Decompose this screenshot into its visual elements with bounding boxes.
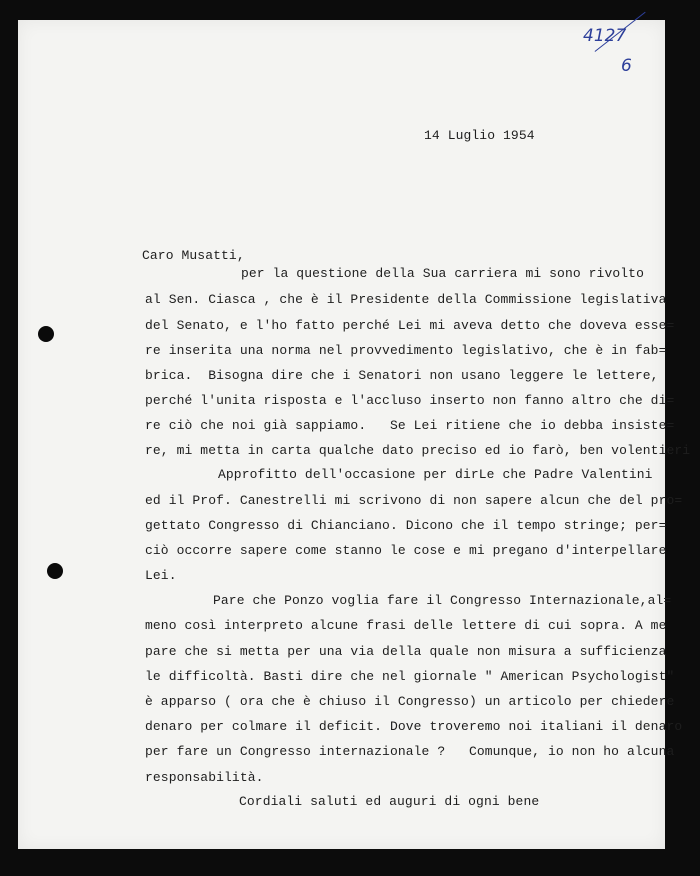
body-line: le difficoltà. Basti dire che nel giornale " American Psychologist": [145, 669, 675, 684]
punch-hole-top: [38, 326, 54, 342]
body-line: re, mi metta in carta qualche dato preciso ed io farò, ben volentieri: [145, 443, 691, 458]
body-line: Approfitto dell'occasione per dirLe che Padre Valentini: [218, 467, 653, 482]
body-line: Pare che Ponzo voglia fare il Congresso Internazionale,al=: [213, 593, 672, 608]
letter-salutation: Caro Musatti,: [142, 248, 245, 263]
body-line: responsabilità.: [145, 770, 264, 785]
letter-date: 14 Luglio 1954: [424, 128, 535, 143]
archive-subnumber: 6: [621, 56, 632, 76]
punch-hole-bottom: [47, 563, 63, 579]
body-line: re ciò che noi già sappiamo. Se Lei ritiene che io debba insiste=: [145, 418, 675, 433]
body-line: per la questione della Sua carriera mi sono rivolto: [241, 266, 644, 281]
body-line: pare che si metta per una via della quale non misura a sufficienza: [145, 644, 667, 659]
body-line: re inserita una norma nel provvedimento legislativo, che è in fab=: [145, 343, 667, 358]
body-line: perché l'unita risposta e l'accluso inserto non fanno altro che di=: [145, 393, 675, 408]
body-line: ed il Prof. Canestrelli mi scrivono di non sapere alcun che del pro=: [145, 493, 683, 508]
letter-closing: Cordiali saluti ed auguri di ogni bene: [239, 794, 540, 809]
body-line: meno così interpreto alcune frasi delle lettere di cui sopra. A me: [145, 618, 667, 633]
body-line: al Sen. Ciasca , che è il Presidente della Commissione legislativa: [145, 292, 667, 307]
archive-number: 4127: [583, 26, 627, 46]
body-line: denaro per colmare il deficit. Dove troveremo noi italiani il denaro: [145, 719, 683, 734]
body-line: è apparso ( ora che è chiuso il Congresso) un articolo per chiedere: [145, 694, 675, 709]
letter-sheet: [18, 20, 691, 849]
body-line: brica. Bisogna dire che i Senatori non usano leggere le lettere,: [145, 368, 659, 383]
body-line: gettato Congresso di Chianciano. Dicono che il tempo stringe; per=: [145, 518, 667, 533]
body-line: ciò occorre sapere come stanno le cose e mi pregano d'interpellare: [145, 543, 667, 558]
body-line: Lei.: [145, 568, 177, 583]
body-line: del Senato, e l'ho fatto perché Lei mi aveva detto che doveva esse=: [145, 318, 675, 333]
body-line: per fare un Congresso internazionale ? Comunque, io non ho alcuna: [145, 744, 675, 759]
